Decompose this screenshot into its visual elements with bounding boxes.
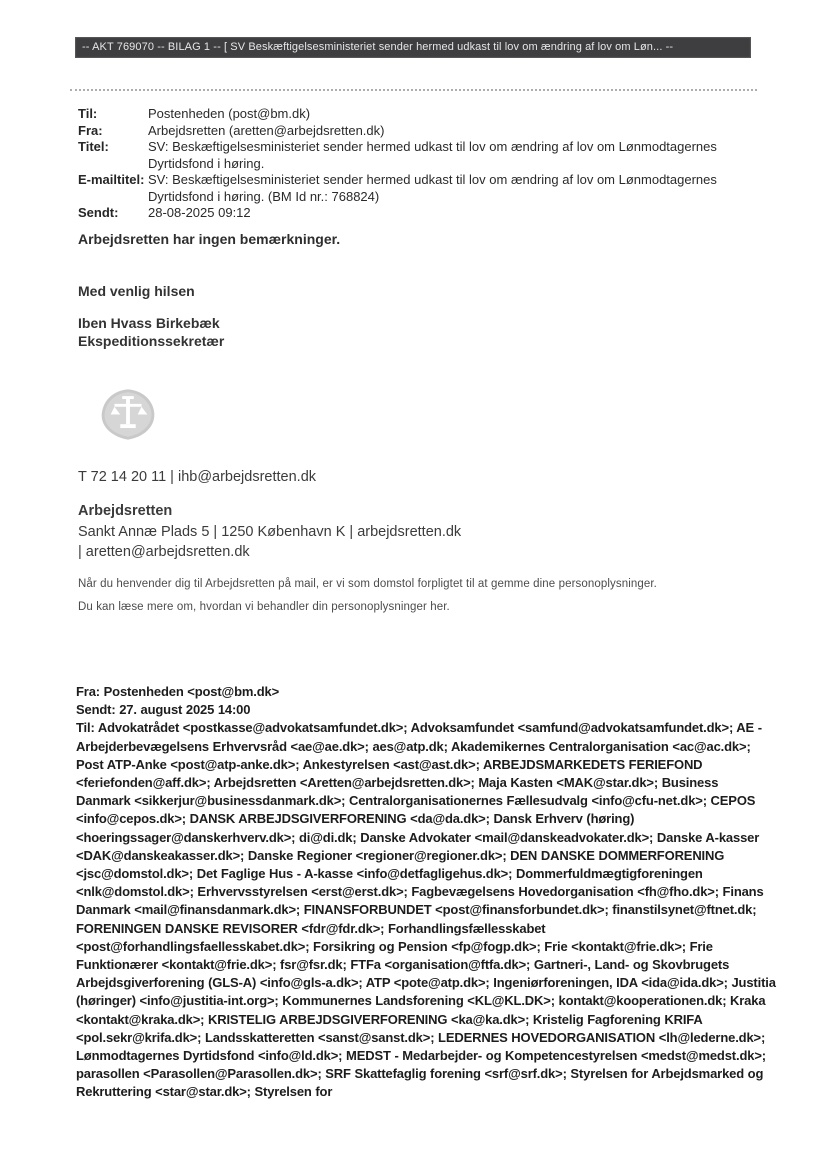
header-value-sendt: 28-08-2025 09:12 (148, 205, 251, 220)
header-row-til (78, 106, 740, 123)
privacy-disclaimer-line1: Når du henvender dig til Arbejdsretten på mail, er vi som domstol forpligtet til at gemme dine personoplysninger. (78, 578, 657, 590)
header-value-emailtitel: SV: Beskæftigelsesministeriet sender hermed udkast til lov om ændring af lov om Lønmodtagernes Dyrtidsfond i høring. (BM Id nr.: 768824) (148, 172, 717, 204)
header-value-titel: SV: Beskæftigelsesministeriet sender hermed udkast til lov om ændring af lov om Lønmodtagernes Dyrtidsfond i høring. (148, 139, 717, 171)
forwarded-sendt-label: Sendt: (76, 702, 116, 718)
forwarded-til-value: Advokatrådet <postkasse@advokatsamfundet.dk>; Advoksamfundet <samfund@advokatsamfundet.dk>; AE - Arbejderbevægelsens Erhvervsråd <ae@ae.dk>; aes@atp.dk; Akademikernes Centralorganisation <ac@ac.dk>; Post ATP-Anke <post@atp-anke.dk>; Ankestyrelsen <ast@ast.dk>; ARBEJDSMARKEDETS FERIEFOND <feriefonden@aff.dk>; Arbejdsretten <Aretten@arbejdsretten.dk>; Maja Kasten <MAK@star.dk>; Business Danmark <sikkerjur@businessdanmark.dk>; Centralorganisationernes Fællesudvalg <info@cfu-net.dk>; CEPOS <info@cepos.dk>; DANSK ARBEJDSGIVERFORENING <da@da.dk>; Dansk Erhverv (høring) <hoeringssager@danskerhverv.dk>; di@di.dk; Danske Advokater <mail@danskeadvokater.dk>; Danske A-kasser <DAK@danskeakasser.dk>; Danske Regioner <regioner@regioner.dk>; DEN DANSKE DOMMERFORENING <jsc@domstol.dk>; Det Faglige Hus - A-kasse <info@detfagligehus.dk>; Dommerfuldmægtigforeningen <nlk@domstol.dk>; Erhvervsstyrelsen <erst@erst.dk>; Fagbevægelsens Hovedorganisation <fh@fho.dk>; Finans Danmark <mail@finansdanmark.dk>; FINANSFORBUNDET <post@finansforbundet.dk>; finanstilsynet@ftnet.dk; FORENINGEN DANSKE REVISORER <fdr@fdr.dk>; Forhandlingsfællesskabet <post@forhandlingsfaellesskabet.dk>; Forsikring og Pension <fp@fogp.dk>; Frie <kontakt@frie.dk>; Frie Funktionærer <kontakt@frie.dk>; fsr@fsr.dk; FTFa <organisation@ftfa.dk>; Gartneri-, Land- og Skovbrugets Arbejdsgiverforening (GLS-A) <info@gls-a.dk>; ATP <pote@atp.dk>; Ingeniørforeningen, IDA <ida@ida.dk>; Justitia (høringer) <info@justitia-int.org>; Kommunernes Landsforening <KL@KL.DK>; kontakt@kooperationen.dk; Kraka <kontakt@kraka.dk>; KRISTELIG ARBEJDSGIVERFORENING <ka@ka.dk>; Kristelig Fagforening KRIFA <pol.sekr@krifa.dk>; Landsskatteretten <sanst@sanst.dk>; LEDERNES HOVEDORGANISATION <lh@lederne.dk>; Lønmodtagernes Dyrtidsfond <info@ld.dk>; MEDST - Medarbejder- og Kompetencestyrelsen <medst@medst.dk>; parasollen <Parasollen@Parasollen.dk>; SRF Skattefaglig forening <srf@srf.dk>; Styrelsen for Arbejdsmarked og Rekruttering <star@star.dk>; Styrelsen for (76, 720, 776, 1100)
forwarded-fra-label: Fra: (76, 684, 100, 699)
forwarded-til-label: Til: (76, 720, 95, 736)
signature-org-block (78, 501, 461, 563)
header-row-sendt (78, 205, 740, 222)
header-divider (70, 89, 757, 91)
forwarded-sendt-line (76, 701, 776, 719)
forwarded-fra-value: Postenheden <post@bm.dk> (99, 684, 280, 699)
sender-title: Ekspeditionssekretær (78, 332, 225, 349)
email-body-message: Arbejdsretten har ingen bemærkninger. (78, 231, 341, 247)
header-value-fra: Arbejdsretten (aretten@arbejdsretten.dk) (148, 122, 385, 138)
header-row-emailtitel (78, 172, 740, 205)
header-row-titel (78, 139, 740, 172)
header-label-emailtitel: E-mailtitel: (78, 172, 145, 187)
arbejdsretten-seal-logo (99, 387, 157, 442)
forwarded-sendt-value: 27. august 2025 14:00 (115, 702, 251, 718)
header-label-fra: Fra: (78, 122, 103, 138)
forwarded-message-block (76, 683, 776, 1102)
signature-phone-line: T 72 14 20 11 | ihb@arbejdsretten.dk (78, 469, 317, 485)
header-label-titel: Titel: (78, 139, 109, 154)
email-greeting: Med venlig hilsen (78, 283, 195, 299)
signature-address-line: Sankt Annæ Plads 5 | 1250 København K | arbejdsretten.dk (78, 523, 462, 540)
header-value-til: Postenheden (post@bm.dk) (148, 106, 311, 121)
akt-bilag-banner-text: -- AKT 769070 -- BILAG 1 -- [ SV Beskæftigelsesministeriet sender hermed udkast til lov om ændring af lov om Løn... -- (82, 41, 674, 53)
signature-email-line: | aretten@arbejdsretten.dk (78, 544, 250, 560)
forwarded-til-recipient-list (76, 719, 776, 1101)
forwarded-fra-line (76, 683, 776, 701)
email-header-block (78, 106, 740, 222)
signature-org-name: Arbejdsretten (78, 503, 173, 519)
header-row-fra (78, 123, 740, 140)
header-label-sendt: Sendt: (78, 205, 119, 220)
privacy-disclaimer-line2: Du kan læse mere om, hvordan vi behandler din personoplysninger her. (78, 601, 450, 613)
header-label-til: Til: (78, 106, 98, 121)
sender-name: Iben Hvass Birkebæk (78, 315, 220, 331)
akt-bilag-banner (75, 37, 751, 58)
sender-signoff (78, 315, 224, 350)
